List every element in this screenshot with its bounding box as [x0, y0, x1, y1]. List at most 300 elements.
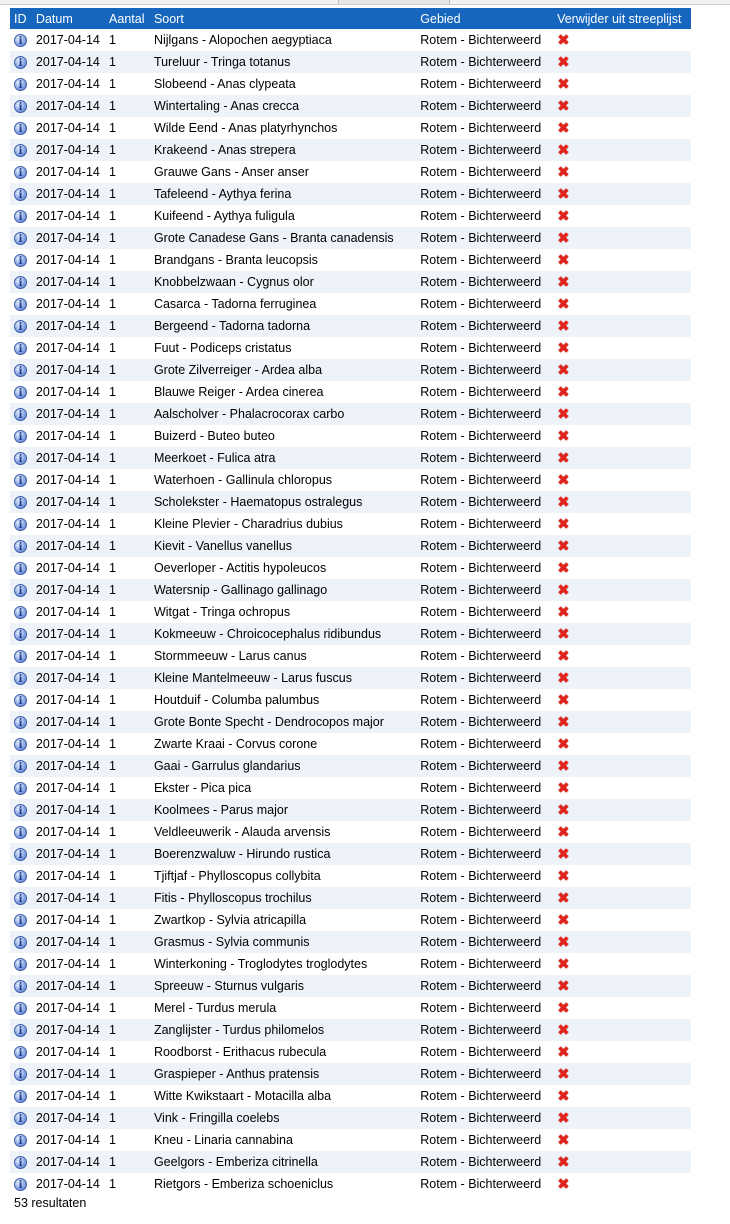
delete-x-icon[interactable]: ✖ — [557, 889, 570, 908]
delete-x-icon[interactable]: ✖ — [557, 867, 570, 886]
window-top-edge — [0, 0, 730, 5]
cell-gebied: Rotem - Bichterweerd — [416, 183, 553, 205]
info-icon[interactable]: i — [14, 452, 27, 465]
cell-gebied: Rotem - Bichterweerd — [416, 271, 553, 293]
table-row — [10, 843, 691, 865]
cell-datum: 2017-04-14 — [32, 1041, 105, 1063]
cell-verwijder — [553, 139, 691, 161]
cell-soort: Vink - Fringilla coelebs — [150, 1107, 416, 1129]
info-icon[interactable]: i — [14, 716, 27, 729]
table-row — [10, 447, 691, 469]
cell-gebied: Rotem - Bichterweerd — [416, 733, 553, 755]
cell-verwijder — [553, 1107, 691, 1129]
info-icon[interactable]: i — [14, 100, 27, 113]
cell-verwijder — [553, 491, 691, 513]
cell-soort: Aalscholver - Phalacrocorax carbo — [150, 403, 416, 425]
cell-id — [10, 1151, 32, 1173]
header-soort[interactable]: Soort — [150, 8, 416, 29]
table-row — [10, 293, 691, 315]
header-aantal[interactable]: Aantal — [105, 8, 150, 29]
cell-verwijder — [553, 799, 691, 821]
delete-x-icon[interactable]: ✖ — [557, 251, 570, 270]
info-icon[interactable]: i — [14, 386, 27, 399]
cell-gebied: Rotem - Bichterweerd — [416, 557, 553, 579]
delete-x-icon[interactable]: ✖ — [557, 405, 570, 424]
cell-aantal: 1 — [105, 403, 150, 425]
info-icon[interactable]: i — [14, 606, 27, 619]
cell-id — [10, 601, 32, 623]
cell-aantal: 1 — [105, 601, 150, 623]
delete-x-icon[interactable]: ✖ — [557, 911, 570, 930]
cell-aantal: 1 — [105, 997, 150, 1019]
delete-x-icon[interactable]: ✖ — [557, 383, 570, 402]
table-row — [10, 601, 691, 623]
table-row — [10, 535, 691, 557]
cell-soort: Slobeend - Anas clypeata — [150, 73, 416, 95]
cell-id — [10, 381, 32, 403]
cell-aantal: 1 — [105, 51, 150, 73]
delete-x-icon[interactable]: ✖ — [557, 537, 570, 556]
cell-gebied: Rotem - Bichterweerd — [416, 381, 553, 403]
cell-datum: 2017-04-14 — [32, 491, 105, 513]
cell-aantal: 1 — [105, 469, 150, 491]
cell-id — [10, 975, 32, 997]
cell-id — [10, 1173, 32, 1195]
cell-soort: Gaai - Garrulus glandarius — [150, 755, 416, 777]
delete-x-icon[interactable]: ✖ — [557, 449, 570, 468]
cell-id — [10, 909, 32, 931]
cell-datum: 2017-04-14 — [32, 161, 105, 183]
info-icon[interactable]: i — [14, 430, 27, 443]
cell-datum: 2017-04-14 — [32, 249, 105, 271]
cell-gebied: Rotem - Bichterweerd — [416, 667, 553, 689]
cell-datum: 2017-04-14 — [32, 953, 105, 975]
info-icon[interactable]: i — [14, 1068, 27, 1081]
cell-gebied: Rotem - Bichterweerd — [416, 29, 553, 51]
delete-x-icon[interactable]: ✖ — [557, 75, 570, 94]
cell-gebied: Rotem - Bichterweerd — [416, 1041, 553, 1063]
delete-x-icon[interactable]: ✖ — [557, 229, 570, 248]
cell-verwijder — [553, 601, 691, 623]
cell-aantal: 1 — [105, 557, 150, 579]
info-icon[interactable]: i — [14, 144, 27, 157]
cell-datum: 2017-04-14 — [32, 183, 105, 205]
info-icon[interactable]: i — [14, 342, 27, 355]
delete-x-icon[interactable]: ✖ — [557, 691, 570, 710]
cell-datum: 2017-04-14 — [32, 381, 105, 403]
info-icon[interactable]: i — [14, 738, 27, 751]
info-icon[interactable]: i — [14, 232, 27, 245]
delete-x-icon[interactable]: ✖ — [557, 141, 570, 160]
cell-id — [10, 623, 32, 645]
info-icon[interactable]: i — [14, 1112, 27, 1125]
cell-gebied: Rotem - Bichterweerd — [416, 161, 553, 183]
delete-x-icon[interactable]: ✖ — [557, 1065, 570, 1084]
info-icon[interactable]: i — [14, 848, 27, 861]
info-icon[interactable]: i — [14, 1090, 27, 1103]
delete-x-icon[interactable]: ✖ — [557, 625, 570, 644]
cell-gebied: Rotem - Bichterweerd — [416, 909, 553, 931]
cell-soort: Witte Kwikstaart - Motacilla alba — [150, 1085, 416, 1107]
cell-aantal: 1 — [105, 491, 150, 513]
cell-id — [10, 777, 32, 799]
cell-datum: 2017-04-14 — [32, 1173, 105, 1195]
cell-gebied: Rotem - Bichterweerd — [416, 139, 553, 161]
header-datum[interactable]: Datum — [32, 8, 105, 29]
cell-aantal: 1 — [105, 1041, 150, 1063]
delete-x-icon[interactable]: ✖ — [557, 559, 570, 578]
delete-x-icon[interactable]: ✖ — [557, 933, 570, 952]
cell-datum: 2017-04-14 — [32, 865, 105, 887]
cell-id — [10, 73, 32, 95]
info-icon[interactable]: i — [14, 56, 27, 69]
delete-x-icon[interactable]: ✖ — [557, 669, 570, 688]
cell-aantal: 1 — [105, 843, 150, 865]
cell-aantal: 1 — [105, 799, 150, 821]
cell-aantal: 1 — [105, 711, 150, 733]
cell-verwijder — [553, 909, 691, 931]
table-row — [10, 425, 691, 447]
cell-soort: Merel - Turdus merula — [150, 997, 416, 1019]
table-row — [10, 51, 691, 73]
cell-aantal: 1 — [105, 1019, 150, 1041]
cell-gebied: Rotem - Bichterweerd — [416, 931, 553, 953]
cell-soort: Casarca - Tadorna ferruginea — [150, 293, 416, 315]
cell-id — [10, 1019, 32, 1041]
cell-soort: Grauwe Gans - Anser anser — [150, 161, 416, 183]
cell-gebied: Rotem - Bichterweerd — [416, 491, 553, 513]
table-row — [10, 95, 691, 117]
cell-aantal: 1 — [105, 425, 150, 447]
cell-gebied: Rotem - Bichterweerd — [416, 645, 553, 667]
info-icon[interactable]: i — [14, 518, 27, 531]
cell-datum: 2017-04-14 — [32, 51, 105, 73]
delete-x-icon[interactable]: ✖ — [557, 1043, 570, 1062]
cell-soort: Krakeend - Anas strepera — [150, 139, 416, 161]
info-icon[interactable]: i — [14, 1024, 27, 1037]
header-gebied[interactable]: Gebied — [416, 8, 553, 29]
info-icon[interactable]: i — [14, 936, 27, 949]
delete-x-icon[interactable]: ✖ — [557, 713, 570, 732]
table-row — [10, 1085, 691, 1107]
cell-aantal: 1 — [105, 909, 150, 931]
cell-soort: Grote Canadese Gans - Branta canadensis — [150, 227, 416, 249]
cell-datum: 2017-04-14 — [32, 425, 105, 447]
cell-id — [10, 799, 32, 821]
cell-soort: Nijlgans - Alopochen aegyptiaca — [150, 29, 416, 51]
cell-soort: Blauwe Reiger - Ardea cinerea — [150, 381, 416, 403]
info-icon[interactable]: i — [14, 254, 27, 267]
cell-datum: 2017-04-14 — [32, 1151, 105, 1173]
info-icon[interactable]: i — [14, 122, 27, 135]
cell-gebied: Rotem - Bichterweerd — [416, 601, 553, 623]
delete-x-icon[interactable]: ✖ — [557, 53, 570, 72]
cell-soort: Kievit - Vanellus vanellus — [150, 535, 416, 557]
cell-soort: Geelgors - Emberiza citrinella — [150, 1151, 416, 1173]
info-icon[interactable]: i — [14, 760, 27, 773]
cell-soort: Kleine Mantelmeeuw - Larus fuscus — [150, 667, 416, 689]
delete-x-icon[interactable]: ✖ — [557, 361, 570, 380]
cell-gebied: Rotem - Bichterweerd — [416, 535, 553, 557]
cell-verwijder — [553, 865, 691, 887]
cell-id — [10, 1129, 32, 1151]
cell-id — [10, 51, 32, 73]
delete-x-icon[interactable]: ✖ — [557, 515, 570, 534]
cell-soort: Oeverloper - Actitis hypoleucos — [150, 557, 416, 579]
cell-aantal: 1 — [105, 139, 150, 161]
info-icon[interactable]: i — [14, 826, 27, 839]
cell-aantal: 1 — [105, 447, 150, 469]
delete-x-icon[interactable]: ✖ — [557, 493, 570, 512]
cell-datum: 2017-04-14 — [32, 667, 105, 689]
info-icon[interactable]: i — [14, 650, 27, 663]
delete-x-icon[interactable]: ✖ — [557, 273, 570, 292]
table-row — [10, 975, 691, 997]
delete-x-icon[interactable]: ✖ — [557, 999, 570, 1018]
cell-verwijder — [553, 51, 691, 73]
delete-x-icon[interactable]: ✖ — [557, 735, 570, 754]
delete-x-icon[interactable]: ✖ — [557, 317, 570, 336]
delete-x-icon[interactable]: ✖ — [557, 1175, 570, 1194]
cell-verwijder — [553, 755, 691, 777]
cell-aantal: 1 — [105, 29, 150, 51]
cell-aantal: 1 — [105, 535, 150, 557]
cell-verwijder — [553, 733, 691, 755]
cell-verwijder — [553, 1019, 691, 1041]
delete-x-icon[interactable]: ✖ — [557, 845, 570, 864]
info-icon[interactable]: i — [14, 980, 27, 993]
cell-gebied: Rotem - Bichterweerd — [416, 689, 553, 711]
delete-x-icon[interactable]: ✖ — [557, 955, 570, 974]
delete-x-icon[interactable]: ✖ — [557, 119, 570, 138]
cell-id — [10, 29, 32, 51]
cell-id — [10, 931, 32, 953]
cell-id — [10, 315, 32, 337]
cell-verwijder — [553, 359, 691, 381]
cell-id — [10, 997, 32, 1019]
info-icon[interactable]: i — [14, 804, 27, 817]
cell-gebied: Rotem - Bichterweerd — [416, 51, 553, 73]
info-icon[interactable]: i — [14, 364, 27, 377]
results-count: 53 resultaten — [14, 1196, 87, 1210]
table-row — [10, 117, 691, 139]
table-row — [10, 205, 691, 227]
cell-verwijder — [553, 205, 691, 227]
info-icon[interactable]: i — [14, 166, 27, 179]
cell-aantal: 1 — [105, 117, 150, 139]
cell-gebied: Rotem - Bichterweerd — [416, 1019, 553, 1041]
cell-soort: Bergeend - Tadorna tadorna — [150, 315, 416, 337]
info-icon[interactable]: i — [14, 78, 27, 91]
info-icon[interactable]: i — [14, 892, 27, 905]
cell-aantal: 1 — [105, 381, 150, 403]
table-row — [10, 755, 691, 777]
delete-x-icon[interactable]: ✖ — [557, 295, 570, 314]
info-icon[interactable]: i — [14, 694, 27, 707]
table-row — [10, 469, 691, 491]
cell-gebied: Rotem - Bichterweerd — [416, 975, 553, 997]
cell-datum: 2017-04-14 — [32, 293, 105, 315]
info-icon[interactable]: i — [14, 562, 27, 575]
delete-x-icon[interactable]: ✖ — [557, 823, 570, 842]
delete-x-icon[interactable]: ✖ — [557, 757, 570, 776]
cell-soort: Stormmeeuw - Larus canus — [150, 645, 416, 667]
cell-id — [10, 1041, 32, 1063]
info-icon[interactable]: i — [14, 474, 27, 487]
cell-verwijder — [553, 293, 691, 315]
info-icon[interactable]: i — [14, 782, 27, 795]
cell-gebied: Rotem - Bichterweerd — [416, 953, 553, 975]
cell-gebied: Rotem - Bichterweerd — [416, 821, 553, 843]
delete-x-icon[interactable]: ✖ — [557, 1131, 570, 1150]
cell-id — [10, 645, 32, 667]
cell-id — [10, 425, 32, 447]
info-icon[interactable]: i — [14, 34, 27, 47]
cell-soort: Ekster - Pica pica — [150, 777, 416, 799]
info-icon[interactable]: i — [14, 1178, 27, 1191]
cell-verwijder — [553, 161, 691, 183]
table-row — [10, 953, 691, 975]
cell-datum: 2017-04-14 — [32, 711, 105, 733]
info-icon[interactable]: i — [14, 672, 27, 685]
table-header-row — [10, 8, 691, 29]
cell-verwijder — [553, 315, 691, 337]
delete-x-icon[interactable]: ✖ — [557, 977, 570, 996]
info-icon[interactable]: i — [14, 276, 27, 289]
table-row — [10, 909, 691, 931]
cell-soort: Kuifeend - Aythya fuligula — [150, 205, 416, 227]
cell-soort: Tjiftjaf - Phylloscopus collybita — [150, 865, 416, 887]
delete-x-icon[interactable]: ✖ — [557, 427, 570, 446]
cell-datum: 2017-04-14 — [32, 777, 105, 799]
delete-x-icon[interactable]: ✖ — [557, 1109, 570, 1128]
info-icon[interactable]: i — [14, 1134, 27, 1147]
cell-datum: 2017-04-14 — [32, 799, 105, 821]
cell-gebied: Rotem - Bichterweerd — [416, 1107, 553, 1129]
info-icon[interactable]: i — [14, 1046, 27, 1059]
cell-soort: Waterhoen - Gallinula chloropus — [150, 469, 416, 491]
cell-aantal: 1 — [105, 887, 150, 909]
info-icon[interactable]: i — [14, 320, 27, 333]
table-body — [10, 29, 691, 1195]
cell-gebied: Rotem - Bichterweerd — [416, 997, 553, 1019]
cell-datum: 2017-04-14 — [32, 403, 105, 425]
cell-aantal: 1 — [105, 1107, 150, 1129]
info-icon[interactable]: i — [14, 188, 27, 201]
info-icon[interactable]: i — [14, 298, 27, 311]
table-row — [10, 557, 691, 579]
info-icon[interactable]: i — [14, 496, 27, 509]
delete-x-icon[interactable]: ✖ — [557, 163, 570, 182]
cell-datum: 2017-04-14 — [32, 205, 105, 227]
cell-verwijder — [553, 887, 691, 909]
header-id[interactable]: ID — [10, 8, 32, 29]
info-icon[interactable]: i — [14, 1156, 27, 1169]
cell-gebied: Rotem - Bichterweerd — [416, 249, 553, 271]
cell-verwijder — [553, 183, 691, 205]
cell-datum: 2017-04-14 — [32, 29, 105, 51]
table-row — [10, 227, 691, 249]
cell-gebied: Rotem - Bichterweerd — [416, 95, 553, 117]
cell-verwijder — [553, 73, 691, 95]
info-icon[interactable]: i — [14, 958, 27, 971]
info-icon[interactable]: i — [14, 628, 27, 641]
cell-datum: 2017-04-14 — [32, 1063, 105, 1085]
delete-x-icon[interactable]: ✖ — [557, 97, 570, 116]
cell-verwijder — [553, 469, 691, 491]
cell-datum: 2017-04-14 — [32, 227, 105, 249]
delete-x-icon[interactable]: ✖ — [557, 647, 570, 666]
delete-x-icon[interactable]: ✖ — [557, 1021, 570, 1040]
table-row — [10, 733, 691, 755]
cell-id — [10, 403, 32, 425]
delete-x-icon[interactable]: ✖ — [557, 207, 570, 226]
cell-aantal: 1 — [105, 183, 150, 205]
cell-datum: 2017-04-14 — [32, 733, 105, 755]
delete-x-icon[interactable]: ✖ — [557, 581, 570, 600]
info-icon[interactable]: i — [14, 914, 27, 927]
cell-gebied: Rotem - Bichterweerd — [416, 1129, 553, 1151]
cell-verwijder — [553, 271, 691, 293]
delete-x-icon[interactable]: ✖ — [557, 779, 570, 798]
delete-x-icon[interactable]: ✖ — [557, 185, 570, 204]
cell-soort: Kleine Plevier - Charadrius dubius — [150, 513, 416, 535]
delete-x-icon[interactable]: ✖ — [557, 471, 570, 490]
cell-verwijder — [553, 975, 691, 997]
cell-id — [10, 667, 32, 689]
cell-aantal: 1 — [105, 271, 150, 293]
table-row — [10, 821, 691, 843]
cell-datum: 2017-04-14 — [32, 1129, 105, 1151]
cell-datum: 2017-04-14 — [32, 975, 105, 997]
table-row — [10, 997, 691, 1019]
info-icon[interactable]: i — [14, 870, 27, 883]
delete-x-icon[interactable]: ✖ — [557, 603, 570, 622]
table-row — [10, 359, 691, 381]
cell-gebied: Rotem - Bichterweerd — [416, 315, 553, 337]
cell-verwijder — [553, 1129, 691, 1151]
delete-x-icon[interactable]: ✖ — [557, 339, 570, 358]
cell-verwijder — [553, 381, 691, 403]
cell-soort: Spreeuw - Sturnus vulgaris — [150, 975, 416, 997]
cell-id — [10, 161, 32, 183]
info-icon[interactable]: i — [14, 210, 27, 223]
cell-id — [10, 843, 32, 865]
cell-datum: 2017-04-14 — [32, 1019, 105, 1041]
cell-verwijder — [553, 997, 691, 1019]
cell-verwijder — [553, 931, 691, 953]
table-row — [10, 1173, 691, 1195]
cell-gebied: Rotem - Bichterweerd — [416, 293, 553, 315]
cell-soort: Watersnip - Gallinago gallinago — [150, 579, 416, 601]
top-tab-strip — [338, 0, 450, 4]
cell-id — [10, 579, 32, 601]
cell-gebied: Rotem - Bichterweerd — [416, 711, 553, 733]
delete-x-icon[interactable]: ✖ — [557, 1153, 570, 1172]
info-icon[interactable]: i — [14, 584, 27, 597]
delete-x-icon[interactable]: ✖ — [557, 801, 570, 820]
delete-x-icon[interactable]: ✖ — [557, 1087, 570, 1106]
cell-aantal: 1 — [105, 755, 150, 777]
cell-aantal: 1 — [105, 821, 150, 843]
cell-id — [10, 953, 32, 975]
streeplijst-table — [10, 8, 691, 1195]
info-icon[interactable]: i — [14, 540, 27, 553]
info-icon[interactable]: i — [14, 1002, 27, 1015]
table-row — [10, 887, 691, 909]
info-icon[interactable]: i — [14, 408, 27, 421]
delete-x-icon[interactable]: ✖ — [557, 31, 570, 50]
